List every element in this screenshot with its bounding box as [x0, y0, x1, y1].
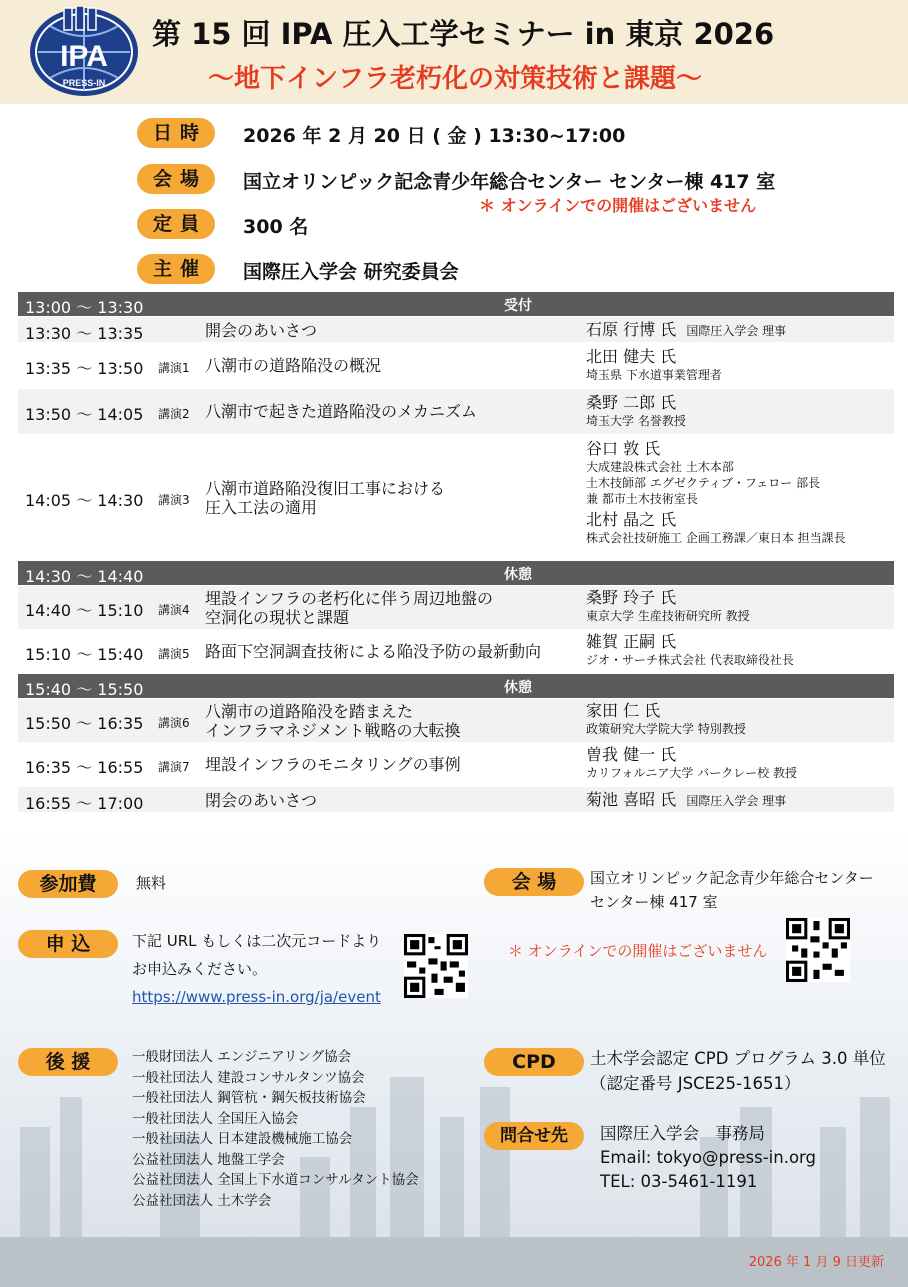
apply-text: 下記 URL もしくは二次元コードより [132, 932, 382, 950]
contact-tel[interactable]: TEL: 03-5461-1191 [600, 1172, 758, 1191]
session-title: 開会のあいさつ [205, 321, 318, 340]
speaker-cell: 桑野 二郎 氏 埼玉大学 名誉教授 [586, 393, 686, 428]
time-cell: 13:35 ～ 13:50 [25, 359, 144, 378]
apply-text: お申込みください。 [132, 960, 268, 978]
info-capacity [137, 209, 897, 243]
lecture-tag: 講演5 [158, 647, 190, 661]
contact-org: 国際圧入学会 事務局 [600, 1124, 765, 1143]
time-cell: 14:30 ～ 14:40 [25, 567, 144, 586]
supporter-item: 一般財団法人 エンジニアリング協会 [132, 1049, 352, 1065]
lecture-tag: 講演2 [158, 407, 190, 421]
speaker-cell: 菊池 喜昭 氏 国際圧入学会 理事 [586, 790, 787, 809]
info-date [137, 118, 897, 152]
seminar-subtitle: ～地下インフラ老朽化の対策技術と課題～ [208, 64, 703, 94]
speaker-cell: 谷口 敦 氏 大成建設株式会社 土木本部 土木技師部 エグゼクティブ・フェロー 部長 兼 都市土木技術室長 北村 晶之 氏 株式会社技研施工 企画工務課／東日本 担当課長 [586, 439, 846, 545]
venue-label-2: 会 場 [484, 868, 584, 896]
venue-line-1: 国立オリンピック記念青少年総合センター [590, 869, 874, 887]
updated-date: 2026 年 1 月 9 日更新 [748, 1255, 884, 1270]
venue-note: ＊ オンラインでの開催はございません [479, 196, 757, 215]
schedule-break-row [18, 292, 894, 317]
schedule-break-row [18, 561, 894, 586]
schedule-row [18, 787, 894, 813]
session-title: 八潮市の道路陥没を踏まえた インフラマネジメント戦略の大転換 [205, 702, 461, 740]
apply-qr-code[interactable] [404, 934, 468, 998]
schedule-row [18, 630, 894, 674]
lecture-tag: 講演4 [158, 603, 190, 617]
capacity-label: 定員 [137, 209, 215, 239]
time-cell: 15:50 ～ 16:35 [25, 714, 144, 733]
break-label: 休憩 [504, 680, 532, 696]
time-cell: 16:55 ～ 17:00 [25, 794, 144, 813]
speaker-cell: 雑賀 正嗣 氏 ジオ・サーチ株式会社 代表取締役社長 [586, 632, 794, 667]
session-title: 閉会のあいさつ [205, 791, 318, 810]
cpd-line-1: 土木学会認定 CPD プログラム 3.0 単位 [590, 1049, 886, 1068]
supporter-item: 一般社団法人 建設コンサルタンツ協会 [132, 1069, 365, 1086]
speaker-cell: 石原 行博 氏 国際圧入学会 理事 [586, 320, 787, 339]
apply-url-link[interactable]: https://www.press-in.org/ja/event [132, 988, 381, 1006]
schedule-break-row [18, 674, 894, 699]
schedule-row [18, 586, 894, 630]
contact-label: 問合せ先 [484, 1122, 584, 1150]
schedule-row [18, 343, 894, 389]
session-title: 路面下空洞調査技術による陥没予防の最新動向 [205, 642, 542, 661]
seminar-title: 第 15 回 IPA 圧入工学セミナー in 東京 2026 [152, 17, 775, 51]
speaker-cell: 桑野 玲子 氏 東京大学 生産技術研究所 教授 [586, 588, 750, 623]
session-title: 八潮市で起きた道路陥没のメカニズム [205, 402, 478, 421]
schedule-row [18, 699, 894, 743]
svg-text:IPA: IPA [60, 40, 108, 73]
supporters-list [132, 1047, 419, 1211]
schedule-row [18, 435, 894, 561]
cpd-label: CPD [484, 1048, 584, 1076]
schedule-table [18, 292, 894, 813]
support-label: 後 援 [18, 1048, 118, 1076]
venue-note-2: ＊ オンラインでの開催はございません [508, 942, 768, 960]
venue-line-2: センター棟 417 室 [590, 893, 718, 911]
schedule-row [18, 317, 894, 343]
time-cell: 15:40 ～ 15:50 [25, 680, 144, 699]
info-venue [137, 164, 897, 215]
break-label: 受付 [504, 298, 532, 314]
speaker-cell: 曽我 健一 氏 カリフォルニア大学 バークレー校 教授 [586, 745, 798, 780]
host-label: 主催 [137, 254, 215, 284]
supporter-item: 一般社団法人 日本建設機械施工協会 [132, 1131, 353, 1147]
date-value: 2026 年 2 月 20 日 ( 金 ) 13:30~17:00 [243, 125, 626, 147]
lecture-tag: 講演1 [158, 361, 190, 375]
venue-value: 国立オリンピック記念青少年総合センター センター棟 417 室 [243, 171, 776, 193]
capacity-value: 300 名 [243, 216, 309, 238]
fee-value: 無料 [136, 874, 167, 892]
svg-text:PRESS-IN: PRESS-IN [62, 78, 106, 88]
cpd-line-2: （認定番号 JSCE25-1651） [590, 1074, 801, 1093]
fee-label: 参加費 [18, 870, 118, 898]
supporter-item: 一般社団法人 鋼管杭・鋼矢板技術協会 [132, 1090, 366, 1106]
time-cell: 13:30 ～ 13:35 [25, 324, 144, 343]
venue-label: 会場 [137, 164, 215, 194]
lecture-tag: 講演3 [158, 493, 190, 507]
contact-email[interactable]: Email: tokyo@press-in.org [600, 1148, 817, 1167]
session-title: 八潮市の道路陥没の概況 [205, 356, 382, 375]
session-title: 埋設インフラのモニタリングの事例 [205, 755, 461, 774]
date-label: 日時 [137, 118, 215, 148]
venue-qr-code[interactable] [786, 918, 850, 982]
session-title: 埋設インフラの老朽化に伴う周辺地盤の 空洞化の現状と課題 [205, 589, 494, 627]
schedule-row [18, 389, 894, 435]
session-title: 八潮市道路陥没復旧工事における 圧入工法の適用 [205, 479, 446, 517]
details-section [0, 826, 908, 1287]
supporter-item: 一般社団法人 全国圧入協会 [132, 1110, 299, 1127]
speaker-cell: 北田 健夫 氏 埼玉県 下水道事業管理者 [586, 347, 722, 382]
time-cell: 14:05 ～ 14:30 [25, 491, 144, 510]
apply-label: 申 込 [18, 930, 118, 958]
time-cell: 13:50 ～ 14:05 [25, 405, 144, 424]
contact-block [600, 1122, 816, 1194]
schedule-row [18, 743, 894, 787]
supporter-item: 公益社団法人 土木学会 [132, 1192, 272, 1209]
host-value: 国際圧入学会 研究委員会 [243, 261, 459, 283]
supporter-item: 公益社団法人 全国上下水道コンサルタント協会 [132, 1172, 419, 1188]
header [0, 0, 908, 104]
time-cell: 16:35 ～ 16:55 [25, 758, 144, 777]
break-label: 休憩 [504, 567, 532, 583]
lecture-tag: 講演7 [158, 760, 190, 774]
speaker-cell: 家田 仁 氏 政策研究大学院大学 特別教授 [586, 701, 746, 736]
time-cell: 15:10 ～ 15:40 [25, 645, 144, 664]
supporter-item: 公益社団法人 地盤工学会 [132, 1151, 285, 1168]
time-cell: 13:00 ～ 13:30 [25, 298, 144, 317]
time-cell: 14:40 ～ 15:10 [25, 601, 144, 620]
lecture-tag: 講演6 [158, 716, 190, 730]
ipa-logo [28, 6, 140, 98]
info-host [137, 254, 897, 288]
